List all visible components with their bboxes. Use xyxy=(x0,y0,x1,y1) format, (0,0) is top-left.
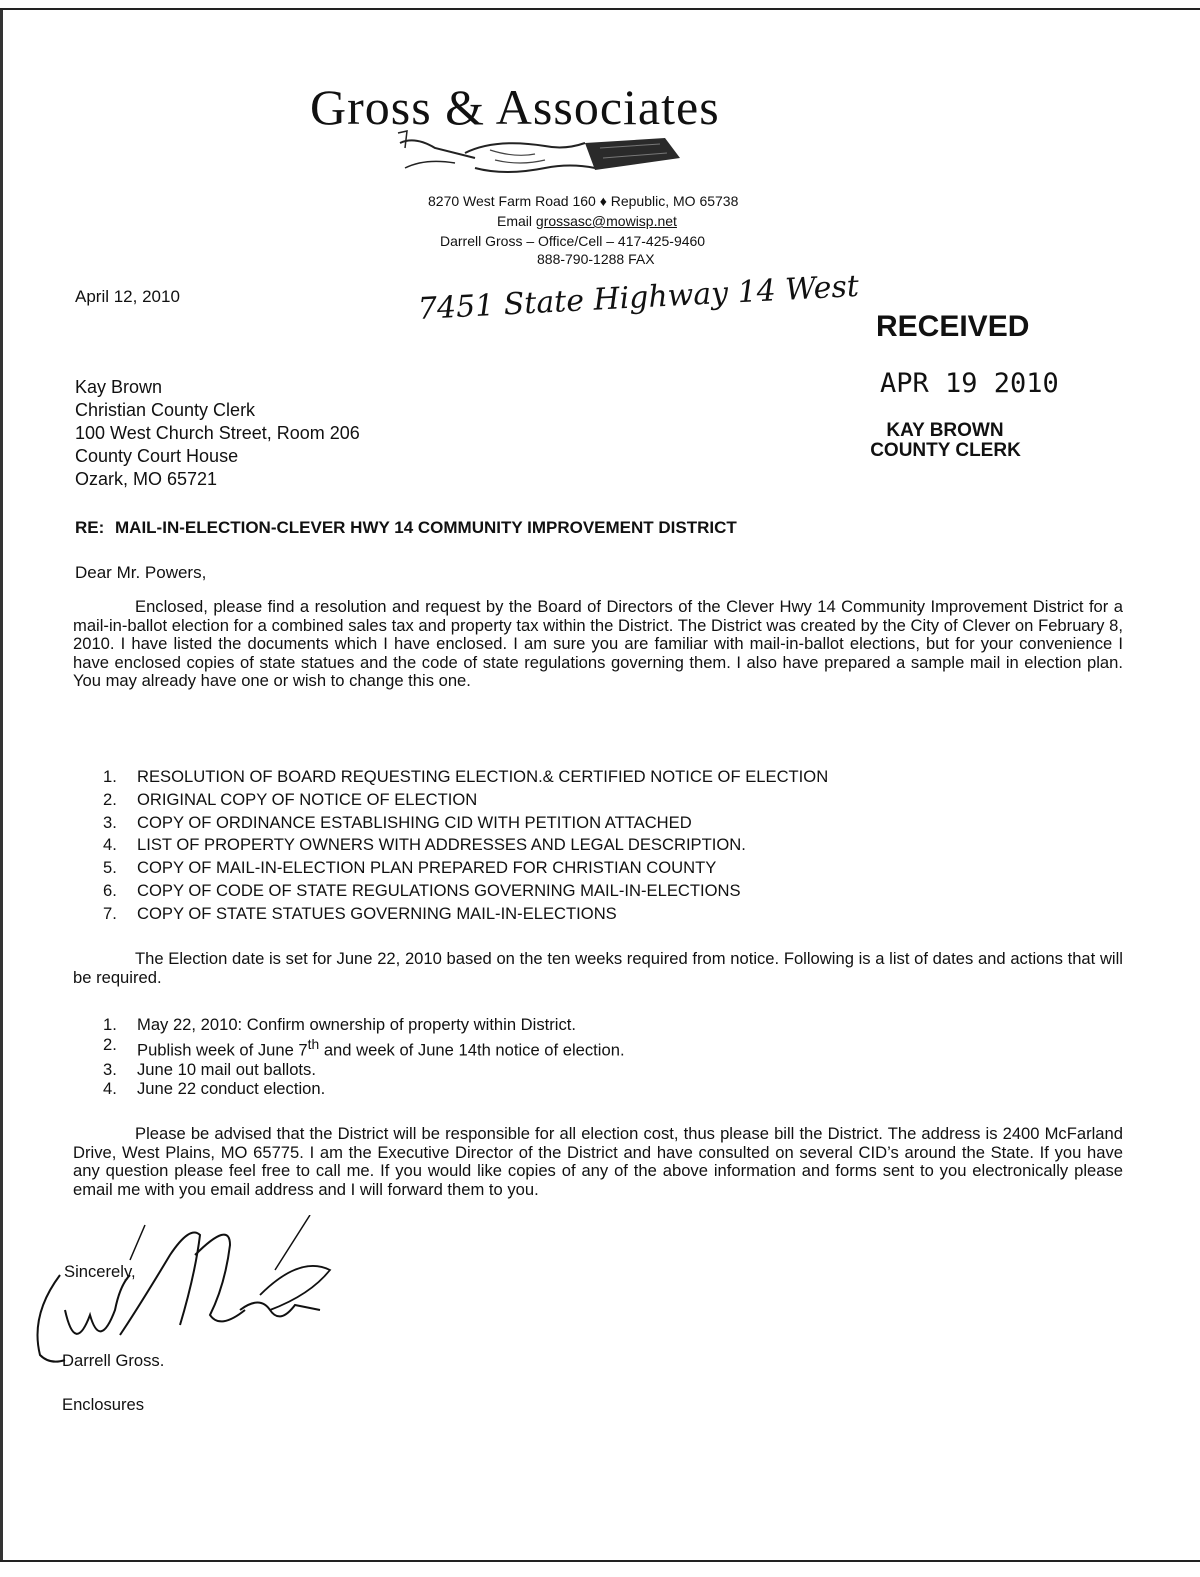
letterhead-fax: 888-790-1288 FAX xyxy=(537,251,655,267)
enclosures-note: Enclosures xyxy=(62,1395,145,1414)
handwritten-note: 7451 State Highway 14 West xyxy=(417,268,860,327)
body-paragraph: Enclosed, please find a resolution and request by the Board of Directors of the Clever Hwy 14 Community Improvement District for a mail-in-ballot election for a combined sales tax and property tax within the District. The District was created by the City of Clever on February 8, 2010. I have listed the documents which I have enclosed. I am sure you are familiar with mail-in-ballot elections, but for your convenience I have enclosed copies of state statues and the code of state regulations governing them. I also have prepared a sample mail in election plan. You may already have one or wish to change this one. xyxy=(73,597,1123,690)
signer-name: Darrell Gross. xyxy=(62,1351,165,1370)
letterhead-address: 8270 West Farm Road 160 ♦ Republic, MO 65738 xyxy=(428,193,739,209)
handwritten-signature xyxy=(20,1215,340,1365)
recipient-line: Ozark, MO 65721 xyxy=(75,469,218,489)
recipient-line: 100 West Church Street, Room 206 xyxy=(75,423,360,443)
required-dates-list xyxy=(103,1015,625,1099)
email-link[interactable]: grossasc@mowisp.net xyxy=(535,213,677,229)
list-item: 3. COPY OF ORDINANCE ESTABLISHING CID WITH PETITION ATTACHED xyxy=(103,812,692,832)
list-item: 1. May 22, 2010: Confirm ownership of property within District. xyxy=(103,1015,576,1034)
subject-text: MAIL-IN-ELECTION-CLEVER HWY 14 COMMUNITY IMPROVEMENT DISTRICT xyxy=(115,518,737,537)
received-stamp-date: APR 19 2010 xyxy=(880,368,1059,399)
list-item: 4. LIST OF PROPERTY OWNERS WITH ADDRESSES AND LEGAL DESCRIPTION. xyxy=(103,835,746,855)
body-paragraph: The Election date is set for June 22, 2010 based on the ten weeks required from notice. Following is a list of dates and actions that will be required. xyxy=(73,949,1123,987)
list-item: 4. June 22 conduct election. xyxy=(103,1079,326,1099)
letterhead-email-line xyxy=(497,213,677,229)
recipient-line: County Court House xyxy=(75,446,239,466)
enclosed-documents-list xyxy=(103,766,828,926)
list-item: 2. Publish week of June 7th and week of June 14th notice of election. xyxy=(103,1034,625,1060)
list-item: 3. June 10 mail out ballots. xyxy=(103,1059,316,1079)
recipient-address xyxy=(75,376,360,491)
subject-line xyxy=(75,518,737,538)
list-item: 5. COPY OF MAIL-IN-ELECTION PLAN PREPARED FOR CHRISTIAN COUNTY xyxy=(103,858,717,878)
closing: Sincerely, xyxy=(64,1262,136,1281)
recipient-line: Kay Brown xyxy=(75,377,163,397)
letterhead-contact: Darrell Gross – Office/Cell – 417-425-9460 xyxy=(440,233,706,249)
received-stamp-label: RECEIVED xyxy=(876,310,1030,343)
received-stamp-name: KAY BROWN xyxy=(886,420,1004,441)
letter-date: April 12, 2010 xyxy=(75,287,180,306)
email-label: Email xyxy=(497,213,533,229)
salutation: Dear Mr. Powers, xyxy=(75,563,207,582)
top-border-line xyxy=(0,8,1200,10)
list-item: 6. COPY OF CODE OF STATE REGULATIONS GOVERNING MAIL-IN-ELECTIONS xyxy=(103,880,741,900)
left-border-line xyxy=(0,10,3,1560)
subject-label: RE: xyxy=(75,518,105,537)
list-item: 7. COPY OF STATE STATUES GOVERNING MAIL-IN-ELECTIONS xyxy=(103,903,617,923)
list-item: 1. RESOLUTION OF BOARD REQUESTING ELECTION.& CERTIFIED NOTICE OF ELECTION xyxy=(103,767,829,786)
recipient-line: Christian County Clerk xyxy=(75,400,256,420)
bottom-border-line xyxy=(0,1560,1200,1562)
handshake-icon xyxy=(395,128,695,190)
received-stamp-title: COUNTY CLERK xyxy=(870,440,1021,461)
body-paragraph: Please be advised that the District will be responsible for all election cost, thus please bill the District. The address is 2400 McFarland Drive, West Plains, MO 65775. I am the Executive Director of the District and have consulted on several CID’s around the State. If you have any question please feel free to call me. If you would like copies of any of the above information and forms sent to you electronically please email me with you email address and I will forward them to you. xyxy=(73,1124,1123,1199)
list-item: 2. ORIGINAL COPY OF NOTICE OF ELECTION xyxy=(103,789,478,809)
company-logo-text: Gross & Associates xyxy=(310,79,720,135)
